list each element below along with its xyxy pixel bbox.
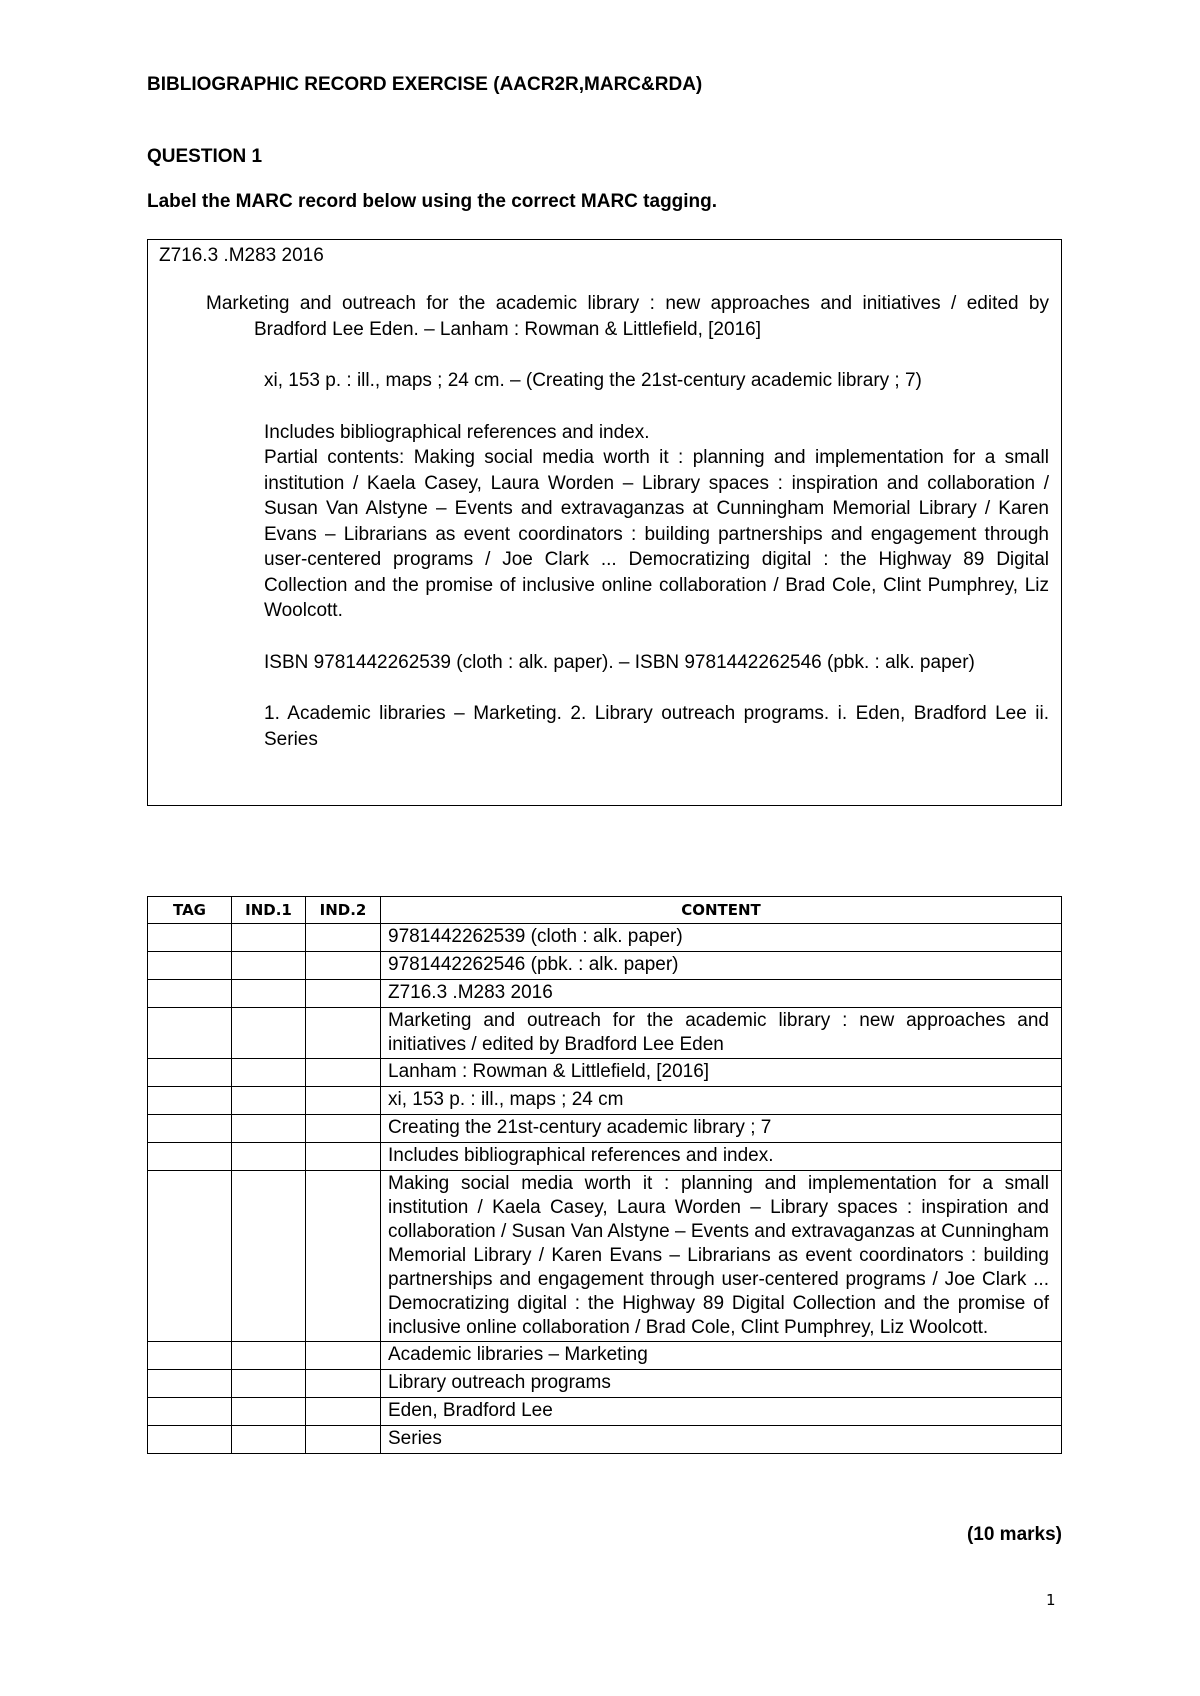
table-row [148,1059,1062,1087]
content-cell: Creating the 21st-century academic library ; 7 [381,1115,1062,1143]
table-row [148,1342,1062,1370]
table-row [148,1143,1062,1171]
content-cell: Eden, Bradford Lee [381,1398,1062,1426]
ind2-cell[interactable] [306,924,381,952]
marc-table-body [148,924,1062,1454]
content-cell: Includes bibliographical references and index. [381,1143,1062,1171]
ind1-cell[interactable] [232,1370,306,1398]
ind2-cell[interactable] [306,1143,381,1171]
table-row [148,1171,1062,1342]
tag-cell[interactable] [148,1115,232,1143]
ind1-cell[interactable] [232,980,306,1008]
content-cell: Series [381,1426,1062,1454]
tag-cell[interactable] [148,1370,232,1398]
ind1-cell[interactable] [232,1398,306,1426]
header-content: CONTENT [381,897,1062,924]
ind1-cell[interactable] [232,1008,306,1059]
table-row [148,1087,1062,1115]
header-ind1: IND.1 [232,897,306,924]
content-cell: Making social media worth it : planning and implementation for a small institution / Kaela Casey, Laura Worden – Library spaces : inspiration and collaboration / Susan Van Alstyne – Events and extravaganzas at Cunningham Memorial Library / Karen Evans – Librarians as event coordinators : building partnerships and engagement through user-centered programs / Joe Clark ... Democratizing digital : the Highway 89 Digital Collection and the promise of inclusive online collaboration / Brad Cole, Clint Pumphrey, Liz Woolcott. [381,1171,1062,1342]
tag-cell[interactable] [148,1426,232,1454]
ind1-cell[interactable] [232,1342,306,1370]
ind1-cell[interactable] [232,1143,306,1171]
call-number: Z716.3 .M283 2016 [159,245,324,266]
isbn-statement: ISBN 9781442262539 (cloth : alk. paper). – ISBN 9781442262546 (pbk. : alk. paper) [264,651,975,673]
ind1-cell[interactable] [232,924,306,952]
marc-tagging-table [147,896,1062,1454]
tag-cell[interactable] [148,980,232,1008]
tag-cell[interactable] [148,1143,232,1171]
table-row [148,1426,1062,1454]
ind1-cell[interactable] [232,1087,306,1115]
tag-cell[interactable] [148,924,232,952]
document-title: BIBLIOGRAPHIC RECORD EXERCISE (AACR2R,MARC&RDA) [147,74,703,95]
tag-cell[interactable] [148,1008,232,1059]
tracings: 1. Academic libraries – Marketing. 2. Library outreach programs. i. Eden, Bradford Lee ii. Series [264,703,1049,750]
content-cell: Marketing and outreach for the academic library : new approaches and initiatives / edited by Bradford Lee Eden [381,1008,1062,1059]
page-number: 1 [1046,1591,1056,1609]
content-cell: 9781442262539 (cloth : alk. paper) [381,924,1062,952]
ind2-cell[interactable] [306,1370,381,1398]
ind2-cell[interactable] [306,1115,381,1143]
ind1-cell[interactable] [232,952,306,980]
bibliography-note: Includes bibliographical references and index. [264,421,650,443]
ind1-cell[interactable] [232,1059,306,1087]
table-row [148,924,1062,952]
ind2-cell[interactable] [306,1171,381,1342]
content-cell: xi, 153 p. : ill., maps ; 24 cm [381,1087,1062,1115]
tag-cell[interactable] [148,1171,232,1342]
ind1-cell[interactable] [232,1171,306,1342]
tag-cell[interactable] [148,1087,232,1115]
header-tag: TAG [148,897,232,924]
catalog-card [147,239,1062,806]
content-cell: Lanham : Rowman & Littlefield, [2016] [381,1059,1062,1087]
table-row [148,1370,1062,1398]
table-row [148,952,1062,980]
table-row [148,1008,1062,1059]
table-row [148,1398,1062,1426]
table-row [148,980,1062,1008]
tag-cell[interactable] [148,1398,232,1426]
contents-note: Partial contents: Making social media worth it : planning and implementation for a small institution / Kaela Casey, Laura Worden – Library spaces : inspiration and collaboration / Susan Van Alstyne – Events and extravaganzas at Cunningham Memorial Library / Karen Evans – Librarians as event coordinators : building partnerships and engagement through user-centered programs / Joe Clark ... Democratizing digital : the Highway 89 Digital Collection and the promise of inclusive online collaboration / Brad Cole, Clint Pumphrey, Liz Woolcott. [264,447,1049,621]
header-ind2: IND.2 [306,897,381,924]
tag-cell[interactable] [148,1342,232,1370]
ind1-cell[interactable] [232,1115,306,1143]
ind1-cell[interactable] [232,1426,306,1454]
question-instruction: Label the MARC record below using the correct MARC tagging. [147,191,718,212]
catalog-card-body [206,291,1049,752]
physical-description: xi, 153 p. : ill., maps ; 24 cm. – (Creating the 21st-century academic library ; 7) [264,370,922,391]
ind2-cell[interactable] [306,980,381,1008]
title-statement: Marketing and outreach for the academic library : new approaches and initiatives / edited by Bradford Lee Eden. – Lanham : Rowman & Littlefield, [2016] [206,293,1049,340]
content-cell: Z716.3 .M283 2016 [381,980,1062,1008]
table-row [148,1115,1062,1143]
content-cell: Academic libraries – Marketing [381,1342,1062,1370]
tag-cell[interactable] [148,1059,232,1087]
ind2-cell[interactable] [306,1342,381,1370]
tag-cell[interactable] [148,952,232,980]
marks-label: (10 marks) [966,1524,1062,1545]
ind2-cell[interactable] [306,1398,381,1426]
content-cell: 9781442262546 (pbk. : alk. paper) [381,952,1062,980]
ind2-cell[interactable] [306,952,381,980]
ind2-cell[interactable] [306,1059,381,1087]
ind2-cell[interactable] [306,1008,381,1059]
ind2-cell[interactable] [306,1426,381,1454]
question-heading: QUESTION 1 [147,146,263,167]
table-header-row [148,897,1062,924]
ind2-cell[interactable] [306,1087,381,1115]
content-cell: Library outreach programs [381,1370,1062,1398]
